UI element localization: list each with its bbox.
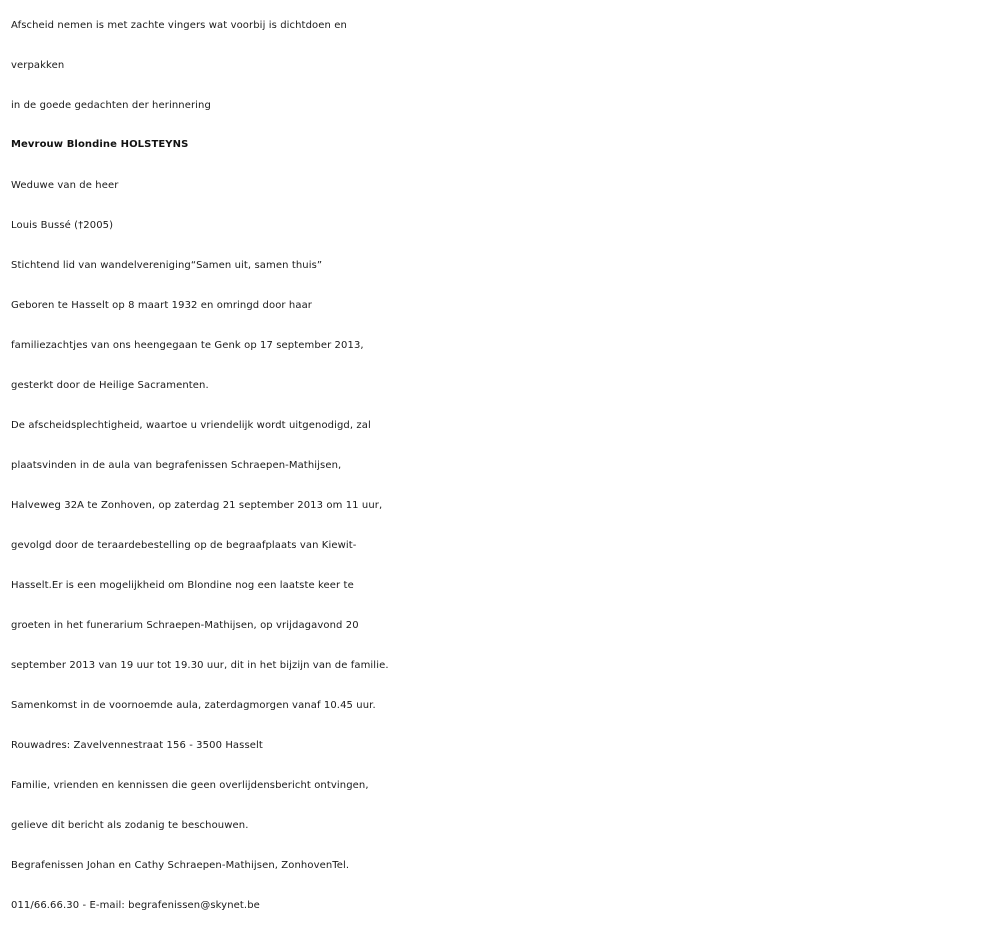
intro-line: Afscheid nemen is met zachte vingers wat voorbij is dichtdoen en [11,20,347,31]
body-line: Familie, vrienden en kennissen die geen overlijdensbericht ontvingen, [11,780,369,791]
body-line: familiezachtjes van ons heengegaan te Genk op 17 september 2013, [11,340,364,351]
body-line: gevolgd door de teraardebestelling op de begraafplaats van Kiewit- [11,540,357,551]
body-line: Rouwadres: Zavelvennestraat 156 - 3500 Hasselt [11,740,263,751]
body-line: Samenkomst in de voornoemde aula, zaterdagmorgen vanaf 10.45 uur. [11,700,376,711]
body-line: Geboren te Hasselt op 8 maart 1932 en omringd door haar [11,300,313,311]
obituary-notice [11,6,991,926]
intro-line: in de goede gedachten der herinnering [11,100,211,111]
email-line: 011/66.66.30 - E-mail: begrafenissen@skynet.be [11,900,260,911]
deceased-name: Mevrouw Blondine HOLSTEYNS [11,139,189,150]
intro-line: verpakken [11,60,65,71]
body-line: september 2013 van 19 uur tot 19.30 uur, dit in het bijzijn van de familie. [11,660,389,671]
body-line: Louis Bussé (†2005) [11,220,114,231]
body-line: Halveweg 32A te Zonhoven, op zaterdag 21 september 2013 om 11 uur, [11,500,383,511]
body-line: gesterkt door de Heilige Sacramenten. [11,380,209,391]
body-line: gelieve dit bericht als zodanig te beschouwen. [11,820,249,831]
body-line: Weduwe van de heer [11,180,119,191]
body-line: groeten in het funerarium Schraepen-Mathijsen, op vrijdagavond 20 [11,620,359,631]
body-line: Hasselt.Er is een mogelijkheid om Blondine nog een laatste keer te [11,580,354,591]
body-line: Begrafenissen Johan en Cathy Schraepen-Mathijsen, ZonhovenTel. [11,860,350,871]
body-line: Stichtend lid van wandelvereniging“Samen uit, samen thuis” [11,260,323,271]
body-line: plaatsvinden in de aula van begrafenissen Schraepen-Mathijsen, [11,460,342,471]
body-line: De afscheidsplechtigheid, waartoe u vriendelijk wordt uitgenodigd, zal [11,420,371,431]
